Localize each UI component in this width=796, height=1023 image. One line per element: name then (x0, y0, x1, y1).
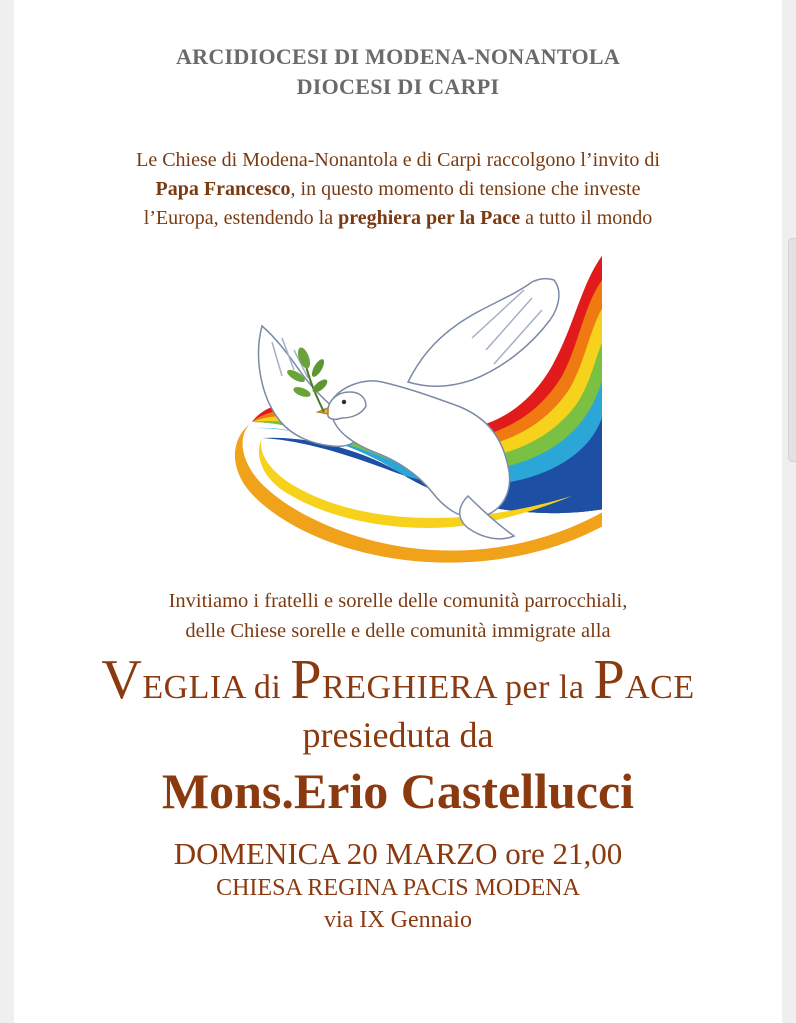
diocese-header (14, 42, 782, 102)
header-line-1: ARCIDIOCESI DI MODENA-NONANTOLA (175, 44, 621, 69)
intro-line-2-rest: , in questo momento di tensione che investe (290, 178, 641, 200)
prayer-for-peace: preghiera per la Pace (338, 207, 521, 229)
celebrant-name: Mons.Erio Castellucci (161, 763, 635, 819)
intro-line-1: Le Chiese di Modena-Nonantola e di Carpi raccolgono l’invito di (136, 149, 660, 171)
intro-line-3-start: l’Europa, estendendo la (143, 207, 339, 229)
vigil-word-3-rest: REGHIERA (322, 669, 497, 706)
vigil-word-3-cap: P (290, 649, 323, 711)
vigil-word-1-cap: V (101, 649, 143, 711)
intro-line-3-end: a tutto il mondo (520, 207, 653, 229)
event-date-time: DOMENICA 20 MARZO ore 21,00 (173, 836, 623, 871)
header-line-2: DIOCESI DI CARPI (296, 74, 500, 99)
intro-line-2 (14, 175, 782, 204)
flyer-page (14, 0, 782, 1023)
vigil-word-4: per la (505, 669, 585, 706)
intro-paragraph (14, 146, 782, 233)
invitation-text (14, 586, 782, 646)
vigil-word-1-rest: EGLIA (142, 669, 245, 706)
vigil-word-5-rest: ACE (625, 669, 695, 706)
vigil-title (14, 650, 782, 718)
pope-name: Papa Francesco (155, 178, 291, 200)
invite-line-1: Invitiamo i fratelli e sorelle delle comunità parrocchiali, (168, 590, 628, 612)
intro-line-3 (14, 204, 782, 233)
event-street: via IX Gennaio (324, 907, 472, 933)
vigil-word-5-cap: P (593, 649, 626, 711)
invite-line-2: delle Chiese sorelle e delle comunità immigrate alla (185, 620, 611, 642)
scrollbar-handle[interactable] (788, 238, 796, 462)
presided-by: presieduta da (302, 715, 494, 755)
peace-dove-icon (232, 246, 602, 564)
event-place: CHIESA REGINA PACIS MODENA (216, 875, 580, 901)
vigil-word-2: di (253, 669, 282, 706)
